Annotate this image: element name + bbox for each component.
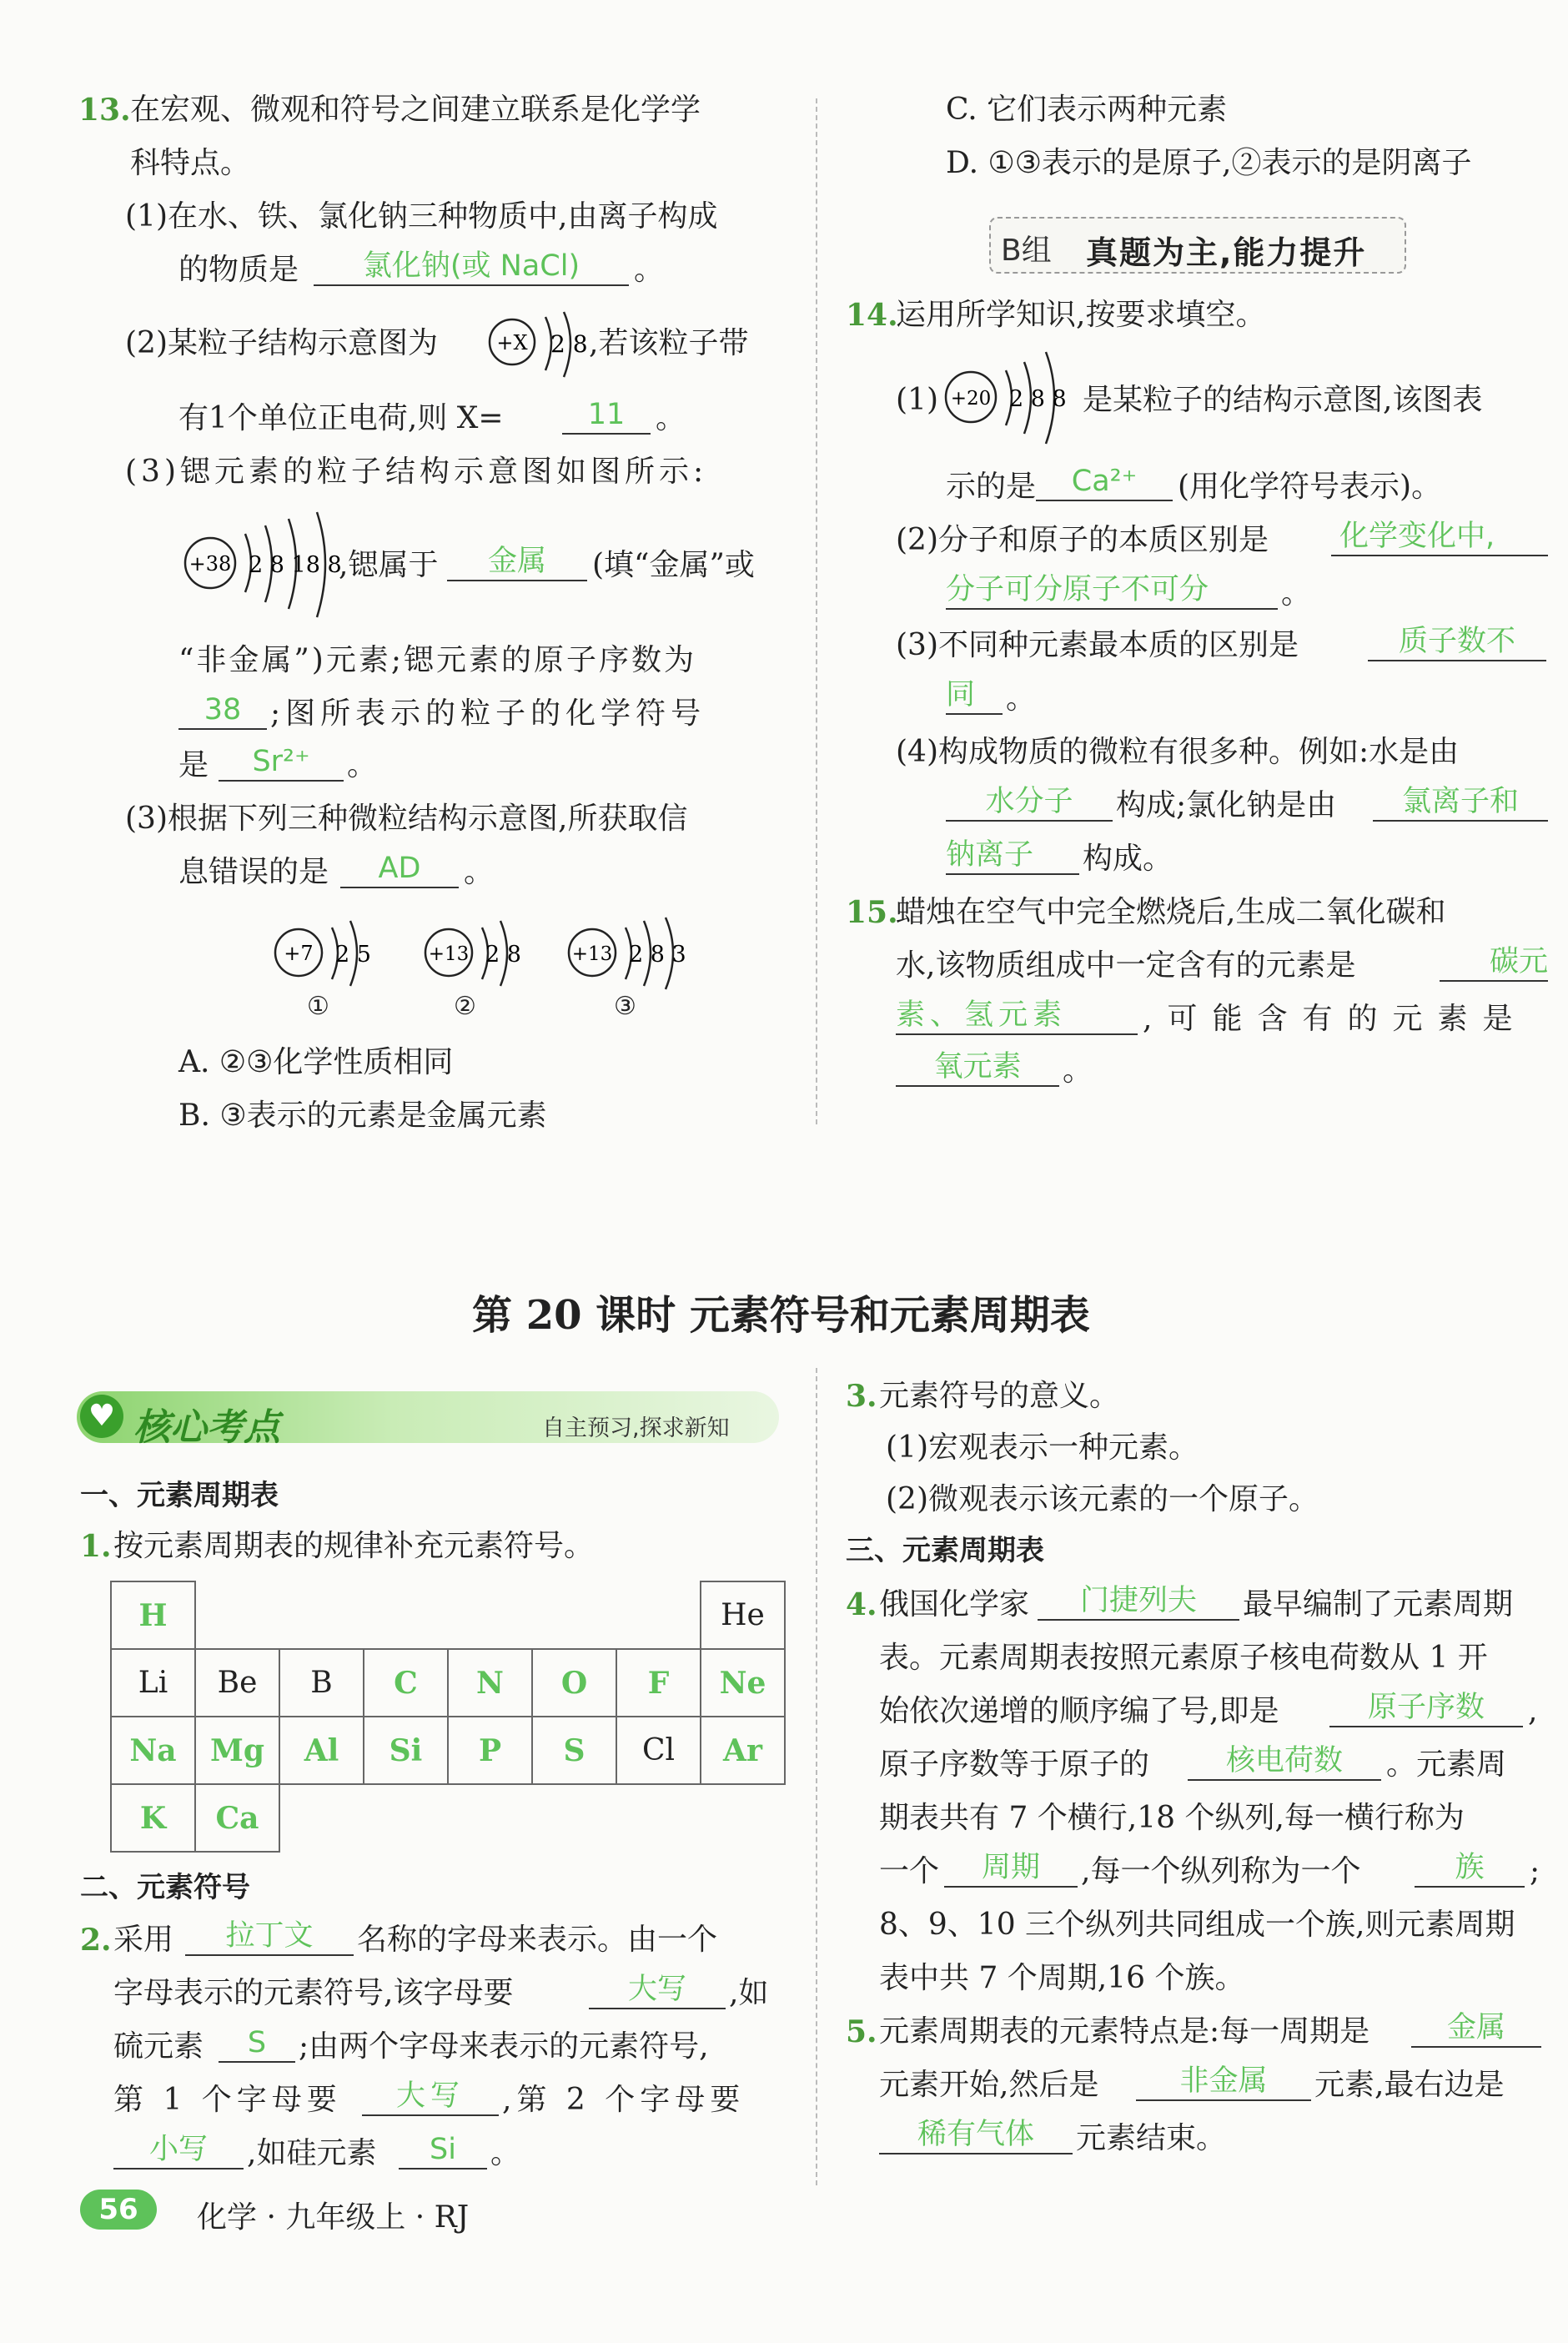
section-heading: 一、元素周期表: [80, 1479, 279, 1512]
q2-text: 第 1 个字母要: [113, 2083, 342, 2117]
answer-blank: 素、氢元素: [896, 1001, 1138, 1035]
answer-blank: 氯化钠(或 NaCl): [314, 252, 629, 286]
answer-blank: 门捷列夫: [1038, 1586, 1239, 1621]
punct: 。: [347, 748, 378, 782]
q4-text: 一个: [879, 1854, 940, 1888]
periodic-table: [110, 1581, 786, 1853]
answer-blank: 非金属: [1136, 2067, 1311, 2101]
table-cell: Ne: [701, 1649, 785, 1717]
q3-text: 元素符号的意义。: [879, 1379, 1120, 1413]
q14-part4: (4)构成物质的微粒有很多种。例如:水是由: [896, 735, 1460, 769]
punct: ,: [1528, 1694, 1538, 1728]
answer-blank: 水分子: [946, 787, 1113, 822]
q13-stem: 科特点。: [130, 146, 251, 180]
q4-text: 原子序数等于原子的: [879, 1747, 1150, 1782]
atom-diagram-sr: [178, 500, 354, 626]
q2-text: ,第 2 个字母要: [502, 2083, 746, 2117]
diagram-label: ①: [307, 992, 329, 1021]
table-cell: H: [111, 1581, 195, 1649]
punct: 。: [1063, 1053, 1093, 1088]
atom-diagram-ca: [941, 345, 1083, 454]
atom-diagram-2: [417, 909, 534, 1001]
q2-text: 硫元素: [113, 2029, 204, 2064]
q13-stem: 在宏观、微观和符号之间建立联系是化学学: [130, 93, 701, 127]
table-cell: Mg: [195, 1717, 279, 1784]
q14-part1: 是某粒子的结构示意图,该图表: [1083, 383, 1483, 417]
q13-part1: (1)在水、铁、氯化钠三种物质中,由离子构成: [125, 199, 718, 234]
answer-blank: 周期: [944, 1853, 1078, 1888]
table-cell: S: [532, 1717, 616, 1784]
lesson-title: 第 20 课时 元素符号和元素周期表: [472, 1292, 1090, 1339]
q13-part2: (2)某粒子结构示意图为: [125, 326, 438, 360]
question-number: 13.: [78, 93, 131, 128]
group-b-text: 真题为主,能力提升: [1086, 234, 1367, 271]
option-d: D. ①③表示的是原子,②表示的是阴离子: [946, 146, 1472, 180]
q13-part2: ,若该粒子带: [589, 326, 749, 360]
table-cell: Si: [364, 1717, 448, 1784]
core-subtitle: 自主预习,探求新知: [542, 1415, 730, 1441]
q14-part3: (3)不同种元素最本质的区别是: [896, 628, 1299, 662]
q13-part3: (3)锶元素的粒子结构示意图如图所示:: [125, 455, 708, 489]
nucleus-label: +20: [950, 388, 992, 410]
punct: 。: [490, 2136, 521, 2170]
answer-blank: 氯离子和: [1373, 787, 1548, 822]
q4-text: 最早编制了元素周期: [1243, 1587, 1514, 1621]
q14-stem: 运用所学知识,按要求填空。: [896, 298, 1266, 332]
answer-blank: 核电荷数: [1188, 1747, 1381, 1781]
punct: 。: [1281, 576, 1312, 611]
option-b: B. ③表示的元素是金属元素: [178, 1099, 547, 1133]
q14-part2: (2)分子和原子的本质区别是: [896, 523, 1269, 557]
question-number: 2.: [80, 1923, 112, 1958]
table-cell: Ca: [195, 1784, 279, 1852]
q1-text: 按元素周期表的规律补充元素符号。: [113, 1529, 595, 1563]
punct: 。: [464, 855, 495, 889]
q5-text: 元素,最右边是: [1314, 2068, 1505, 2102]
shell-electrons: 2 8: [485, 942, 521, 968]
q15-text: 水,该物质组成中一定含有的元素是: [896, 948, 1356, 983]
answer-blank: 氧元素: [896, 1053, 1059, 1087]
diagram-label: ②: [454, 992, 476, 1021]
answer-blank: Si: [399, 2135, 487, 2170]
question-number: 5.: [846, 2014, 877, 2049]
footer-text: 化学 · 九年级上 · RJ: [197, 2200, 470, 2235]
column-divider: [816, 98, 817, 1124]
diagram-label: ③: [614, 992, 636, 1021]
table-cell: Be: [195, 1649, 279, 1717]
nucleus-label: +13: [428, 943, 470, 965]
answer-blank: AD: [340, 854, 459, 888]
table-cell: Ar: [701, 1717, 785, 1784]
atom-diagram-3: [560, 909, 702, 1001]
q2-text: 名称的字母来表示。由一个: [357, 1923, 718, 1957]
table-cell: N: [448, 1649, 532, 1717]
shell-electrons: 2 8 8: [1009, 386, 1067, 412]
q13-part3: ,锶属于: [339, 548, 439, 582]
answer-blank: 11: [562, 400, 651, 435]
q14-part1: 示的是: [946, 470, 1037, 504]
q14-part4: 构成;氯化钠是由: [1116, 788, 1337, 822]
q13-part3: 是: [178, 748, 209, 782]
q3-text: (1)宏观表示一种元素。: [886, 1430, 1199, 1465]
q13-part2: 有1个单位正电荷,则 X=: [178, 401, 504, 435]
q13-part1: 的物质是: [178, 253, 299, 287]
punct: 。: [1006, 681, 1037, 716]
q13-part3: “非金属”)元素;锶元素的原子序数为: [178, 643, 696, 677]
answer-blank: 化学变化中,: [1331, 522, 1548, 556]
nucleus-label: +7: [284, 942, 314, 965]
answer-blank: 钠离子: [946, 841, 1079, 875]
question-number: 15.: [846, 895, 898, 930]
answer-blank: 小写: [113, 2135, 244, 2170]
q5-text: 元素结束。: [1076, 2121, 1227, 2155]
answer-blank: 碳元: [1440, 948, 1548, 982]
heart-glyph-icon: ♥: [88, 1399, 116, 1433]
table-cell: O: [532, 1649, 616, 1717]
table-cell: Al: [279, 1717, 364, 1784]
nucleus-label: +X: [496, 331, 528, 354]
q2-text: 字母表示的元素符号,该字母要: [113, 1976, 514, 2010]
q5-text: 元素开始,然后是: [879, 2068, 1099, 2102]
punct: 。: [656, 401, 686, 435]
q2-text: ;由两个字母来表示的元素符号,: [299, 2029, 709, 2064]
page-number: 56: [80, 2190, 157, 2230]
table-cell: Na: [111, 1717, 195, 1784]
table-cell: Li: [111, 1649, 195, 1717]
option-a: A. ②③化学性质相同: [178, 1045, 454, 1079]
answer-blank: 拉丁文: [185, 1922, 354, 1956]
q3-text: (2)微观表示该元素的一个原子。: [886, 1482, 1319, 1516]
table-cell: He: [701, 1581, 785, 1649]
table-cell: Cl: [616, 1717, 701, 1784]
answer-blank: 大写: [589, 1975, 726, 2009]
punct: ;: [1530, 1854, 1540, 1888]
q4-text: 8、9、10 三个纵列共同组成一个族,则元素周期: [879, 1908, 1515, 1942]
answer-blank: 大写: [362, 2082, 499, 2116]
column-divider: [816, 1368, 817, 2185]
shell-electrons: 2 8: [550, 330, 588, 358]
nucleus-label: +38: [188, 552, 232, 576]
q14-part1: (用化学符号表示)。: [1178, 470, 1442, 504]
answer-blank: 稀有气体: [879, 2120, 1073, 2154]
atom-diagram-1: [267, 909, 384, 1001]
option-c: C. 它们表示两种元素: [946, 93, 1228, 127]
nucleus-label: +13: [571, 943, 613, 965]
core-title: 核心考点: [133, 1406, 280, 1449]
q13-part3: (填“金属”或: [592, 548, 755, 582]
q15-text: 蜡烛在空气中完全燃烧后,生成二氧化碳和: [896, 895, 1446, 929]
q4-text: 。元素周: [1386, 1747, 1507, 1782]
answer-blank: 同: [946, 681, 1003, 715]
q2-text: ,如: [729, 1976, 769, 2010]
question-number: 3.: [846, 1379, 877, 1414]
q13-part4: 息错误的是: [178, 855, 329, 889]
answer-blank: 质子数不: [1368, 627, 1546, 661]
q13-part4: (3)根据下列三种微粒结构示意图,所获取信: [125, 802, 688, 836]
shell-electrons: 2 5: [335, 942, 371, 968]
answer-blank: 分子可分原子不可分: [946, 576, 1278, 610]
q4-text: 俄国化学家: [879, 1587, 1030, 1621]
q5-text: 元素周期表的元素特点是:每一周期是: [879, 2014, 1370, 2049]
table-cell: F: [616, 1649, 701, 1717]
shell-electrons: 2 8 18 8: [249, 552, 342, 578]
q2-text: 采用: [113, 1923, 174, 1957]
shell-electrons: 2 8 3: [629, 942, 686, 968]
q4-text: 表中共 7 个周期,16 个族。: [879, 1961, 1245, 1995]
answer-blank: Ca²⁺: [1036, 467, 1173, 501]
answer-blank: S: [219, 2029, 295, 2063]
q14-part4: 构成。: [1083, 842, 1173, 876]
question-number: 1.: [80, 1529, 112, 1564]
table-cell: K: [111, 1784, 195, 1852]
q4-text: ,每一个纵列称为一个: [1081, 1854, 1361, 1888]
section-heading: 二、元素符号: [80, 1871, 250, 1904]
answer-blank: Sr²⁺: [219, 747, 344, 782]
q4-text: 期表共有 7 个横行,18 个纵列,每一横行称为: [879, 1801, 1465, 1835]
answer-blank: 金属: [1411, 2014, 1541, 2048]
answer-blank: 38: [178, 696, 267, 730]
table-cell: B: [279, 1649, 364, 1717]
q15-text: ,可能含有的元素是: [1143, 1002, 1528, 1036]
q4-text: 表。元素周期表按照元素原子核电荷数从 1 开: [879, 1641, 1488, 1675]
table-cell: P: [448, 1717, 532, 1784]
question-number: 14.: [846, 298, 898, 333]
group-b-label: B组: [1001, 234, 1052, 268]
answer-blank: 金属: [447, 547, 587, 581]
q2-text: ,如硅元素: [247, 2136, 377, 2170]
q14-part1: (1): [896, 383, 938, 417]
punct: 。: [634, 253, 665, 287]
answer-blank: 原子序数: [1329, 1693, 1523, 1727]
q4-text: 始依次递增的顺序编了号,即是: [879, 1694, 1279, 1728]
question-number: 4.: [846, 1587, 877, 1622]
section-heading: 三、元素周期表: [846, 1534, 1044, 1567]
answer-blank: 族: [1415, 1853, 1525, 1888]
q13-part3: ;图所表示的粒子的化学符号: [270, 696, 706, 731]
table-cell: C: [364, 1649, 448, 1717]
